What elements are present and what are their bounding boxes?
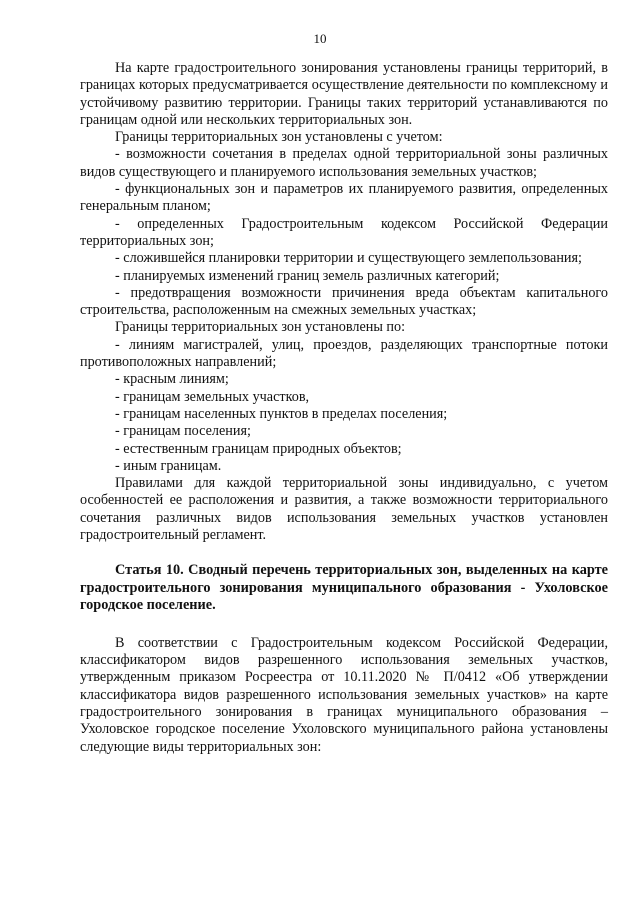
paragraph-zoning-boundaries: На карте градостроительного зонирования установлены границы территорий, в границах которых предусматривается осуществление деятельности по комплексному и устойчивому развитию территории. Границы таких территорий устанавливаются по границам одной или нескольких территориальных зон.: [80, 60, 608, 128]
list-item: - границам земельных участков,: [115, 388, 310, 405]
list-item: - границам поселения;: [115, 423, 251, 440]
paragraph-boundaries-considering: Границы территориальных зон установлены с учетом:: [115, 129, 443, 146]
list-item: - естественным границам природных объектов;: [115, 440, 402, 457]
list-item: - сложившейся планировки территории и существующего землепользования;: [115, 250, 582, 267]
list-item: - планируемых изменений границ земель различных категорий;: [115, 267, 500, 284]
list-item: - границам населенных пунктов в пределах поселения;: [115, 405, 448, 422]
page-number: 10: [313, 31, 327, 46]
list-item: - линиям магистралей, улиц, проездов, разделяющих транспортные потоки противоположных направлений;: [80, 336, 608, 371]
document-body: [80, 60, 608, 756]
paragraph-boundaries-along: Границы территориальных зон установлены по:: [115, 319, 406, 336]
paragraph-regulations: Правилами для каждой территориальной зоны индивидуально, с учетом особенностей ее расположения и развития, а также возможности территориального сочетания различных видов использования земельных участков установлен градостроительный регламент.: [80, 475, 608, 544]
list-item: - красным линиям;: [115, 371, 229, 388]
article-heading: Статья 10. Сводный перечень территориальных зон, выделенных на карте градостроительного зонирования муниципального образования - Ухоловское городское поселение.: [80, 562, 608, 614]
list-item: - предотвращения возможности причинения вреда объектам капитального строительства, расположенным на смежных земельных участках;: [80, 284, 608, 319]
article-body: В соответствии с Градостроительным кодексом Российской Федерации, классификатором видов разрешенного использования земельных участков, утвержденным приказом Росреестра от 10.11.2020 № П/0412 «Об утверждении классификатора видов разрешенного использования земельных участков» на карте градостроительного зонирования в границах муниципального образования – Ухоловское городское поселение Ухоловского муниципального района установлены следующие виды территориальных зон:: [80, 634, 608, 755]
list-item: - иным границам.: [115, 457, 222, 474]
list-item: - определенных Градостроительным кодексом Российской Федерации территориальных зон;: [80, 215, 608, 249]
list-item: - возможности сочетания в пределах одной территориальной зоны различных видов существующего и планируемого использования земельных участков;: [80, 146, 608, 180]
list-item: - функциональных зон и параметров их планируемого развития, определенных генеральным планом;: [80, 181, 608, 215]
